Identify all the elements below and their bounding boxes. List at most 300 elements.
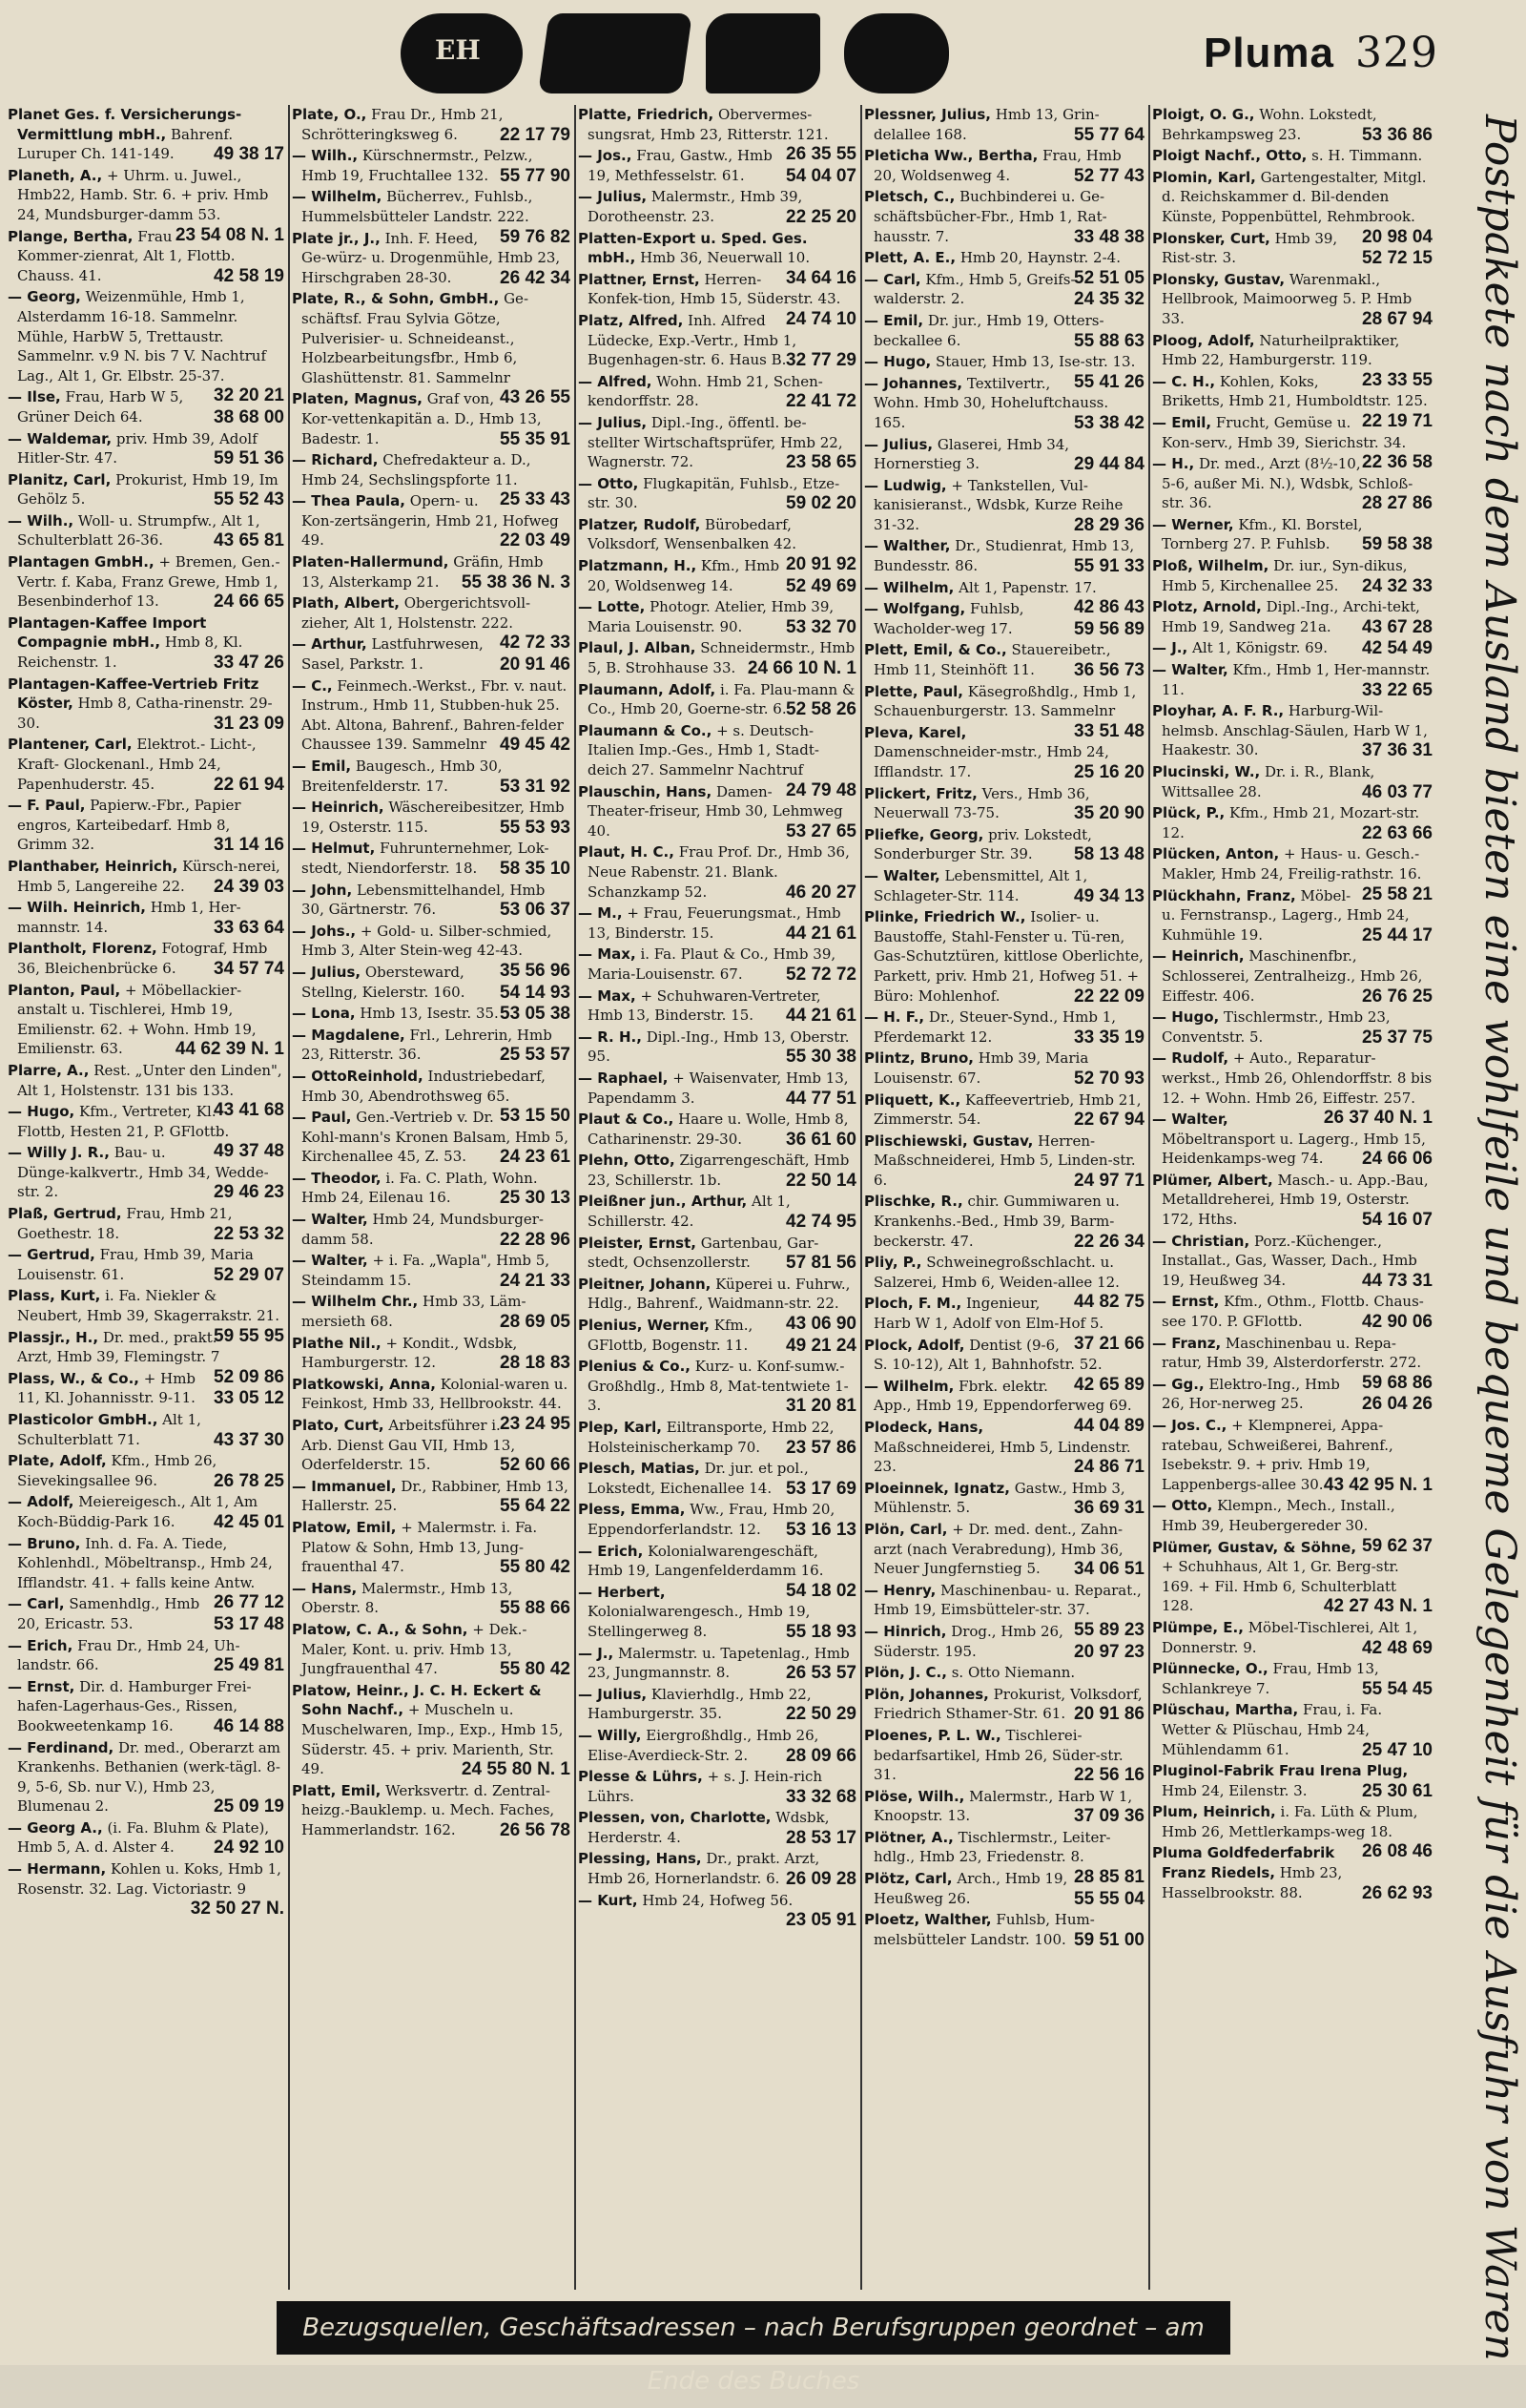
listing-entry (862, 1007, 1148, 1047)
entry-details: Frau Kommer-zienrat, Alt 1, Flottb. Chauss. 41. (17, 227, 236, 284)
entry-details: + i. Fa. „Wapla", Hmb 5, Steindamm 15. (301, 1252, 550, 1289)
entry-phone: 54 04 07 (786, 165, 856, 186)
entry-details: Wäschereibesitzer, Hmb 19, Osterstr. 115. (301, 799, 565, 836)
entry-phone: 25 53 57 (500, 1045, 570, 1066)
entry-details: + Bremen, Gen.-Vertr. f. Kaba, Franz Grewe, Hmb 1, Besenbinderhof 13. (17, 553, 280, 611)
entry-name: — Henry, (864, 1581, 937, 1599)
listing-entry (1150, 1416, 1436, 1494)
entry-name: Plonsker, Curt, (1152, 229, 1270, 247)
entry-name: Platzmann, H., (578, 557, 697, 575)
entry-phone: 42 48 69 (1362, 1637, 1433, 1658)
entry-name: — OttoReinhold, (292, 1067, 423, 1085)
entry-phone: 55 80 42 (500, 1659, 570, 1680)
listing-entry (6, 613, 288, 673)
entry-name: Planitz, Carl, (8, 470, 112, 488)
entry-name: Plehn, Otto, (578, 1152, 675, 1170)
entry-phone: 28 27 86 (1362, 493, 1433, 514)
entry-details: Fuhlsb, Hum-melsbütteler Landstr. 100. (874, 1911, 1095, 1948)
entry-name: Pliy, P., (864, 1254, 922, 1272)
entry-phone: 26 42 34 (500, 267, 570, 288)
page-header (0, 0, 1526, 103)
entry-name: Planet Ges. f. Versicherungs-Vermittlung mbH., (8, 106, 242, 143)
entry-name: — Kurt, (578, 1891, 638, 1909)
listing-entry (6, 796, 288, 855)
entry-details: i. Fa. Plaut & Co., Hmb 39, Maria-Louisenstr. 67. (588, 945, 836, 983)
entry-name: — Hugo, (1152, 1008, 1220, 1027)
entry-phone: 37 21 66 (1074, 1333, 1144, 1354)
entry-phone: 44 77 51 (786, 1088, 856, 1109)
listing-entry (1150, 1659, 1436, 1698)
entry-phone: 24 39 03 (214, 876, 284, 897)
entry-name: Plück, P., (1152, 804, 1226, 822)
listing-entry (290, 1004, 574, 1024)
entry-details: Obersteward, Stellng, Kielerstr. 160. (301, 963, 465, 1001)
entry-phone: 33 51 48 (1074, 720, 1144, 741)
entry-name: — Carl, (8, 1595, 65, 1613)
entry-phone: 46 20 27 (786, 882, 856, 903)
entry-details: Hmb 1, Her-mannstr. 14. (17, 899, 241, 936)
entry-phone: 53 16 13 (786, 1519, 856, 1540)
listing-entry (862, 476, 1148, 535)
listing-entry (862, 1663, 1148, 1683)
entry-phone: 31 20 81 (786, 1396, 856, 1417)
entry-details: Klavierhdlg., Hmb 22, Hamburgerstr. 35. (588, 1685, 812, 1723)
entry-name: Plauschin, Hans, (578, 782, 712, 800)
entry-details: Prokurist, Hmb 19, Im Gehölz 5. (17, 470, 278, 509)
entry-name: Planeth, A., (8, 166, 103, 184)
entry-details: Alt 1, Schillerstr. 42. (588, 1193, 791, 1231)
entry-name: — Walter, (292, 1211, 368, 1229)
entry-phone: 33 05 12 (214, 1388, 284, 1409)
entry-details: Eiltransporte, Hmb 22, Holsteinischerkamp 70. (588, 1419, 835, 1456)
listing-entry (290, 1477, 574, 1516)
entry-phone: 25 37 75 (1362, 1027, 1433, 1048)
listing-entry (862, 1479, 1148, 1518)
entry-name: — Jos. C., (1152, 1417, 1227, 1434)
entry-details: Feinmech.-Werkst., Fbr. v. naut. Instrum., Hmb 11, Stubben-huk 25. Abt. Altona, Bahrenf., Bahren-felder Chaussee 139. Sammelnr (301, 676, 567, 754)
entry-details: Tischlermstr., Leiter-hdlg., Hmb 23, Friedenstr. 8. (874, 1828, 1111, 1866)
listing-entry (862, 311, 1148, 350)
entry-details: Damen-Theater-friseur, Hmb 30, Lehmweg 40. (588, 782, 843, 840)
listing-entry (290, 676, 574, 755)
entry-details: Damenschneider-mstr., Hmb 24, Ifflandstr. 17. (874, 743, 1109, 780)
entry-details: Warenmakl., Hellbrook, Maimoorweg 5. P. Hmb 33. (1162, 270, 1413, 327)
entry-details: Rest. „Unter den Linden", Alt 1, Holstenstr. 131 bis 133. (17, 1061, 282, 1099)
entry-phone: 25 49 81 (214, 1655, 284, 1676)
entry-name: Plantholt, Florenz, (8, 940, 157, 958)
entry-details: Tischlerei-bedarfsartikel, Hmb 26, Süder-str. 31. (874, 1726, 1124, 1784)
entry-name: Plate, R., & Sohn, GmbH., (292, 290, 500, 308)
entry-phone: 28 53 17 (786, 1827, 856, 1848)
entry-name: Plantagen GmbH., (8, 553, 155, 571)
listing-entry (290, 881, 574, 920)
listing-entry (6, 1492, 288, 1531)
listing-entry (862, 105, 1148, 144)
entry-details: Glaserei, Hmb 34, Hornerstieg 3. (874, 435, 1070, 473)
entry-name: Platte, Friedrich, (578, 106, 714, 123)
entry-phone: 59 76 82 (500, 226, 570, 247)
entry-phone: 44 82 75 (1074, 1292, 1144, 1313)
entry-name: — Gg., (1152, 1375, 1205, 1393)
entry-phone: 26 76 25 (1362, 986, 1433, 1007)
listing-column (6, 105, 288, 2290)
listing-entry (6, 857, 288, 896)
listing-entry (576, 1849, 860, 1888)
entry-name: — Hermann, (8, 1860, 107, 1879)
entry-phone: 52 09 86 (214, 1366, 284, 1387)
listing-entry (290, 1781, 574, 1840)
entry-name: — Julius, (578, 1685, 648, 1703)
entry-details: Frau, Harb W 5, Grüner Deich 64. (17, 388, 184, 426)
entry-phone: 28 69 05 (500, 1312, 570, 1333)
listing-entry (290, 798, 574, 837)
entry-details: + Gold- u. Silber-schmied, Hmb 3, Alter Stein-weg 42-43. (301, 922, 552, 960)
entry-phone: 33 48 38 (1074, 226, 1144, 247)
entry-phone: 54 14 93 (500, 982, 570, 1003)
entry-details: priv. Lokstedt, Sonderburger Str. 39. (874, 825, 1092, 863)
entry-phone: 32 20 21 (214, 385, 284, 406)
entry-details: Schweinegroßschlacht. u. Salzerei, Hmb 6, Weiden-allee 12. (874, 1254, 1120, 1291)
listing-entry (576, 903, 860, 943)
entry-name: Plessen, von, Charlotte, (578, 1809, 772, 1827)
entry-details: Maschinenbau u. Repa-ratur, Hmb 39, Alsterdorferstr. 272. (1162, 1334, 1422, 1372)
entry-name: Plucinski, W., (1152, 763, 1261, 780)
entry-name: Pliefke, Georg, (864, 825, 984, 843)
entry-details: + Hmb 11, Kl. Johannisstr. 9-11. (17, 1369, 196, 1407)
entry-details: + Dek.-Maler, Kont. u. priv. Hmb 13, Jungfrauenthal 47. (301, 1620, 527, 1678)
listing-entry (1150, 597, 1436, 636)
listing-entry (862, 1726, 1148, 1785)
entry-name: Plön, Johannes, (864, 1685, 989, 1703)
entry-name: Plep, Karl, (578, 1419, 662, 1436)
listing-entry (862, 1048, 1148, 1088)
entry-details: Woll- u. Strumpfw., Alt 1, Schulterblatt 26-36. (17, 511, 260, 550)
entry-details: Dr., Rabbiner, Hmb 13, Hallerstr. 25. (301, 1477, 568, 1515)
entry-phone: 22 17 79 (500, 124, 570, 145)
entry-phone: 29 46 23 (214, 1182, 284, 1203)
entry-details: Malermstr. u. Tapetenlag., Hmb 23, Jungmannstr. 8. (588, 1644, 850, 1682)
entry-phone: 26 56 78 (500, 1819, 570, 1840)
entry-phone: 24 66 65 (214, 592, 284, 612)
entry-phone: 59 55 95 (214, 1325, 284, 1346)
entry-name: — Erich, (8, 1636, 73, 1654)
entry-details: Dipl.-Ing., Hmb 13, Oberstr. 95. (588, 1028, 850, 1066)
listing-entry (862, 640, 1148, 679)
entry-phone: 24 92 10 (214, 1837, 284, 1858)
entry-phone: 20 98 04 (1362, 226, 1433, 247)
entry-details: s. Otto Niemann. (951, 1664, 1076, 1682)
entry-details: Harburg-Wil-helmsb. Anschlag-Säulen, Harb W 1, Haakestr. 30. (1162, 702, 1428, 759)
entry-name: Platow, C. A., & Sohn, (292, 1620, 468, 1638)
listing-entry (6, 1410, 288, 1449)
entry-name: Pleister, Ernst, (578, 1234, 696, 1252)
listing-entry (6, 1451, 288, 1490)
listing-entry (862, 146, 1148, 185)
entry-phone: 22 36 58 (1362, 452, 1433, 473)
entry-details: Hmb 23, Hasselbrookstr. 88. (1162, 1864, 1343, 1901)
entry-details: Bau- u. Dünge-kalkvertr., Hmb 34, Wedde-str. 2. (17, 1144, 269, 1201)
entry-name: Plaumann, Adolf, (578, 680, 716, 698)
entry-name: — Lona, (292, 1005, 356, 1023)
listing-entry (576, 1028, 860, 1067)
entry-phone: 43 65 81 (214, 530, 284, 551)
listing-entry (576, 474, 860, 513)
entry-details: Werksvertr. d. Zentral-heizg.-Bauklemp. u. Mech. Faches, Hammerlandstr. 162. (301, 1781, 555, 1838)
entry-name: — Rudolf, (1152, 1049, 1229, 1068)
listing-entry (1150, 1171, 1436, 1230)
entry-details: i. Fa. C. Plath, Wohn. Hmb 24, Eilenau 16. (301, 1169, 538, 1207)
entry-phone: 34 57 74 (214, 958, 284, 979)
entry-details: Gräfin, Hmb 13, Alsterkamp 21. (301, 553, 544, 591)
entry-phone: 54 18 02 (786, 1580, 856, 1601)
listing-entry (862, 1787, 1148, 1826)
entry-phone: 55 30 38 (786, 1047, 856, 1068)
entry-phone: 42 74 95 (786, 1212, 856, 1233)
entry-phone: 20 97 23 (1074, 1641, 1144, 1662)
entry-name: — H., (1152, 455, 1195, 473)
listing-entry (576, 1459, 860, 1498)
entry-details: priv. Hmb 39, Adolf Hitler-Str. 47. (17, 429, 258, 467)
entry-details: Fbrk. elektr. App., Hmb 19, Eppendorferweg 69. (874, 1377, 1132, 1415)
entry-details: Buchbinderei u. Ge-schäftsbücher-Fbr., Hmb 1, Rat-hausstr. 7. (874, 188, 1107, 245)
entry-phone: 22 25 20 (786, 206, 856, 227)
entry-name: — Lotte, (578, 598, 646, 616)
entry-details: Drog., Hmb 26, Süderstr. 195. (874, 1622, 1063, 1660)
entry-name: — Wolfgang, (864, 600, 966, 618)
entry-details: Inh. F. Heed, Ge-würz- u. Drogenmühle, Hmb 23, Hirschgraben 28-30. (301, 229, 561, 286)
entry-phone: 22 50 14 (786, 1170, 856, 1191)
entry-phone: 42 45 01 (214, 1511, 284, 1532)
entry-phone: 24 32 33 (1362, 575, 1433, 596)
entry-details: Opern- u. Kon-zertsängerin, Hmb 21, Hofweg 49. (301, 492, 559, 550)
listing-entry (1150, 515, 1436, 554)
entry-name: Pletsch, C., (864, 188, 956, 206)
entry-phone: 34 06 51 (1074, 1559, 1144, 1580)
entry-details: Zigarrengeschäft, Hmb 23, Schillerstr. 1b. (588, 1152, 850, 1189)
entry-phone: 49 21 24 (786, 1335, 856, 1356)
entry-details: Frau, Hmb 20, Woldsenweg 4. (874, 147, 1122, 184)
listing-entry (862, 907, 1148, 1006)
entry-phone: 23 24 95 (500, 1414, 570, 1434)
entry-name: Plön, J. C., (864, 1664, 947, 1682)
entry-details: Möbel- u. Fernstransp., Lagerg., Hmb 24, Kuhmühle 19. (1162, 886, 1410, 944)
entry-phone: 59 56 89 (1074, 618, 1144, 639)
entry-details: Klempn., Mech., Install., Hmb 39, Heubergerеder 30. (1162, 1497, 1395, 1534)
entry-details: Frau, Gastw., Hmb 19, Methfesselstr. 61. (588, 147, 773, 184)
entry-name: — Magdalene, (292, 1026, 405, 1044)
entry-phone: 53 05 38 (500, 1004, 570, 1025)
listing-entry (6, 1636, 288, 1675)
entry-phone: 55 91 33 (1074, 556, 1144, 577)
entry-phone: 22 22 09 (1074, 986, 1144, 1007)
entry-phone: 24 66 06 (1362, 1149, 1433, 1170)
entry-phone: 52 51 05 (1074, 267, 1144, 288)
listing-entry (576, 1357, 860, 1416)
entry-phone: 43 67 28 (1362, 616, 1433, 637)
entry-name: — Emil, (864, 311, 924, 329)
entry-phone: 44 21 61 (786, 923, 856, 944)
entry-details: + Auto., Reparatur-werkst., Hmb 26, Ohlendorffstr. 8 bis 12. + Wohn. Hmb 26, Eiffestr. 257. (1162, 1049, 1433, 1107)
entry-phone: 22 53 32 (214, 1223, 284, 1244)
entry-name: Plantagen-Kaffee Import Compagnie mbH., (8, 613, 207, 652)
entry-name: — Christian, (1152, 1232, 1250, 1250)
entry-details: Maschinenbau- u. Reparat., Hmb 19, Eimsbütteler-str. 37. (874, 1581, 1142, 1619)
listing-entry (6, 981, 288, 1059)
entry-name: Plöse, Wilh., (864, 1787, 965, 1805)
entry-details: Malermstr., Hmb 13, Oberstr. 8. (301, 1579, 513, 1617)
entry-name: Plathe Nil., (292, 1334, 382, 1352)
entry-phone: 43 42 95 N. 1 (1323, 1474, 1433, 1495)
entry-phone: 26 08 46 (1362, 1841, 1433, 1862)
listing-entry (290, 1681, 574, 1779)
entry-phone: 42 86 43 (1074, 597, 1144, 618)
listing-entry (6, 939, 288, 978)
entry-details: Dr. jur. et pol., Lokstedt, Eichenallee 14. (588, 1460, 809, 1497)
entry-name: — Willy J. R., (8, 1144, 110, 1162)
entry-name: Plette, Paul, (864, 682, 963, 700)
listing-entry (576, 1069, 860, 1108)
listing-entry (1150, 638, 1436, 658)
entry-name: — F. Paul, (8, 797, 86, 815)
entry-name: — Waldemar, (8, 429, 113, 447)
entry-name: — Willy, (578, 1726, 642, 1744)
entry-details: Alt 1, Königstr. 69. (1191, 639, 1329, 657)
entry-name: — Otto, (1152, 1497, 1213, 1515)
entry-name: Plümpe, E., (1152, 1618, 1244, 1636)
entry-details: Malermstr., Harb W 1, Knoopstr. 13. (874, 1787, 1133, 1825)
entry-details: Baugesch., Hmb 30, Breitenfelderstr. 17. (301, 758, 503, 795)
entry-details: Kohlen, Koks, Briketts, Hmb 21, Humboldtstr. 125. (1162, 372, 1428, 410)
entry-name: — Johs., (292, 922, 357, 940)
entry-phone: 42 90 06 (1362, 1312, 1433, 1333)
entry-details: Dr., Studienrat, Hmb 13, Bundesstr. 86. (874, 537, 1135, 575)
entry-phone: 57 81 56 (786, 1253, 856, 1274)
entry-details: Kfm., Othm., Flottb. Chaus-see 170. P. GFlottb. (1162, 1293, 1424, 1331)
entry-name: Plön, Carl, (864, 1520, 948, 1538)
entry-phone: 24 35 32 (1074, 289, 1144, 310)
entry-phone: 53 38 42 (1074, 412, 1144, 433)
entry-name: Ploeinnek, Ignatz, (864, 1479, 1010, 1497)
entry-details: Frau Prof. Dr., Hmb 36, Neue Rabenstr. 21. Blank. Schanzkamp 52. (588, 843, 850, 901)
entry-name: Plessner, Julius, (864, 106, 991, 123)
listing-entry (290, 146, 574, 185)
entry-name: Plötner, A., (864, 1828, 954, 1846)
entry-details: Porz.-Küchenger., Installat., Gas, Wasser, Dach., Hmb 19, Heußweg 34. (1162, 1232, 1417, 1289)
listing-entry (576, 842, 860, 902)
listing-column (288, 105, 574, 2290)
entry-phone: 26 04 26 (1362, 1394, 1433, 1415)
entry-details: Frau, Hmb 13, Schlankreye 7. (1162, 1660, 1379, 1697)
listing-entry (576, 1891, 860, 1931)
entry-phone: 25 30 61 (1362, 1780, 1433, 1801)
listing-entry (862, 435, 1148, 474)
entry-phone: 28 18 83 (500, 1353, 570, 1374)
listing-entry (576, 1110, 860, 1149)
entry-name: — Werner, (1152, 515, 1234, 533)
entry-name: Plett, Emil, & Co., (864, 641, 1007, 659)
entry-name: — Ernst, (1152, 1293, 1220, 1311)
listing-entry (576, 413, 860, 472)
entry-name: — Raphael, (578, 1069, 669, 1087)
entry-name: Plantagen-Kaffee-Vertrieb Fritz Köster, (8, 675, 259, 713)
entry-details: Kolonialwarengesch., Hmb 19, Stellingerweg 8. (588, 1603, 811, 1640)
entry-phone: 34 64 16 (786, 267, 856, 288)
entry-phone: 52 72 72 (786, 964, 856, 985)
entry-phone: 31 23 09 (214, 713, 284, 734)
listing-entry (576, 945, 860, 984)
entry-phone: 52 29 07 (214, 1264, 284, 1285)
entry-details: Lebensmittel, Alt 1, Schlageter-Str. 114. (874, 866, 1088, 904)
entry-name: — Georg, (8, 288, 81, 306)
entry-details: Kolonial-waren u. Feinkost, Hmb 33, Hellbrookstr. 44. (301, 1375, 568, 1413)
listing-column (574, 105, 860, 2290)
listing-column (860, 105, 1148, 2290)
entry-name: — Hugo, (8, 1103, 75, 1121)
entry-phone: 55 41 26 (1074, 371, 1144, 392)
entry-phone: 42 72 33 (500, 633, 570, 654)
entry-name: — Walther, (864, 537, 951, 555)
entry-details: Samenhdlg., Hmb 20, Ericastr. 53. (17, 1595, 200, 1632)
entry-phone: 22 41 72 (786, 391, 856, 412)
listing-entry (6, 1677, 288, 1736)
entry-name: — Max, (578, 986, 636, 1005)
entry-name: Platen, Magnus, (292, 390, 423, 408)
entry-name: — John, (292, 881, 353, 899)
entry-name: Plange, Bertha, (8, 227, 134, 245)
entry-details: Malermstr., Hmb 39, Dorotheenstr. 23. (588, 188, 803, 225)
entry-name: — Emil, (1152, 413, 1212, 431)
entry-details: Gartengestalter, Mitgl. d. Reichskammer d. Bil-denden Künste, Poppenbüttel, Rehmbrook. (1162, 168, 1427, 225)
entry-phone: 52 60 66 (500, 1455, 570, 1476)
entry-phone: 46 03 77 (1362, 781, 1433, 802)
entry-phone: 24 74 10 (786, 308, 856, 329)
entry-name: — Wilhelm Chr., (292, 1293, 419, 1311)
entry-name: — Richard, (292, 451, 379, 469)
entry-details: Eiergroßhdlg., Hmb 26, Elise-Averdieck-Str. 2. (588, 1726, 819, 1764)
entry-name: Plattner, Ernst, (578, 270, 700, 288)
listing-entry (576, 1644, 860, 1683)
listing-entry (576, 1418, 860, 1457)
listing-entry (1150, 762, 1436, 801)
entry-name: Plate, Adolf, (8, 1452, 107, 1470)
entry-details: + Muscheln u. Muschelwaren, Imp., Exp., Hmb 15, Süderstr. 45. + priv. Marienth, Str. 49. (301, 1701, 564, 1778)
entry-name: Plate, O., (292, 106, 367, 123)
entry-phone: 55 52 43 (214, 489, 284, 510)
listing-entry (1150, 556, 1436, 595)
entry-details: Wohn. Lokstedt, Behrkampsweg 23. (1162, 106, 1377, 143)
entry-details: Hmb 8, Kl. Reichenstr. 1. (17, 633, 243, 672)
entry-name: Ployhar, A. F. R., (1152, 702, 1285, 720)
entry-phone: 26 62 93 (1362, 1882, 1433, 1903)
entry-name: — Hinrich, (864, 1622, 947, 1640)
entry-phone: 49 45 42 (500, 735, 570, 756)
entry-phone: 53 06 37 (500, 900, 570, 921)
entry-phone: 26 78 25 (214, 1470, 284, 1491)
listing-entry (1150, 701, 1436, 760)
entry-name: — H. F., (864, 1008, 925, 1027)
entry-details: Hmb 24, Eilenstr. 3. (1162, 1781, 1308, 1799)
entry-name: — Hans, (292, 1579, 358, 1597)
entry-phone: 25 16 20 (1074, 762, 1144, 782)
entry-name: Plötz, Carl, (864, 1870, 953, 1888)
entry-name: — Thea Paula, (292, 492, 406, 510)
entry-details: Gen.-Vertrieb v. Dr. Kohl-mann's Kronen Balsam, Hmb 5, Kirchenallee 45, Z. 53. (301, 1109, 568, 1166)
listing-entry (290, 552, 574, 592)
entry-details: i. Fa. Niekler & Neubert, Hmb 39, Skagerrakstr. 21. (17, 1287, 279, 1325)
entry-phone: 28 67 94 (1362, 308, 1433, 329)
entry-phone: 28 29 36 (1074, 514, 1144, 535)
entry-name: Plümer, Gustav, & Söhne, (1152, 1538, 1357, 1556)
